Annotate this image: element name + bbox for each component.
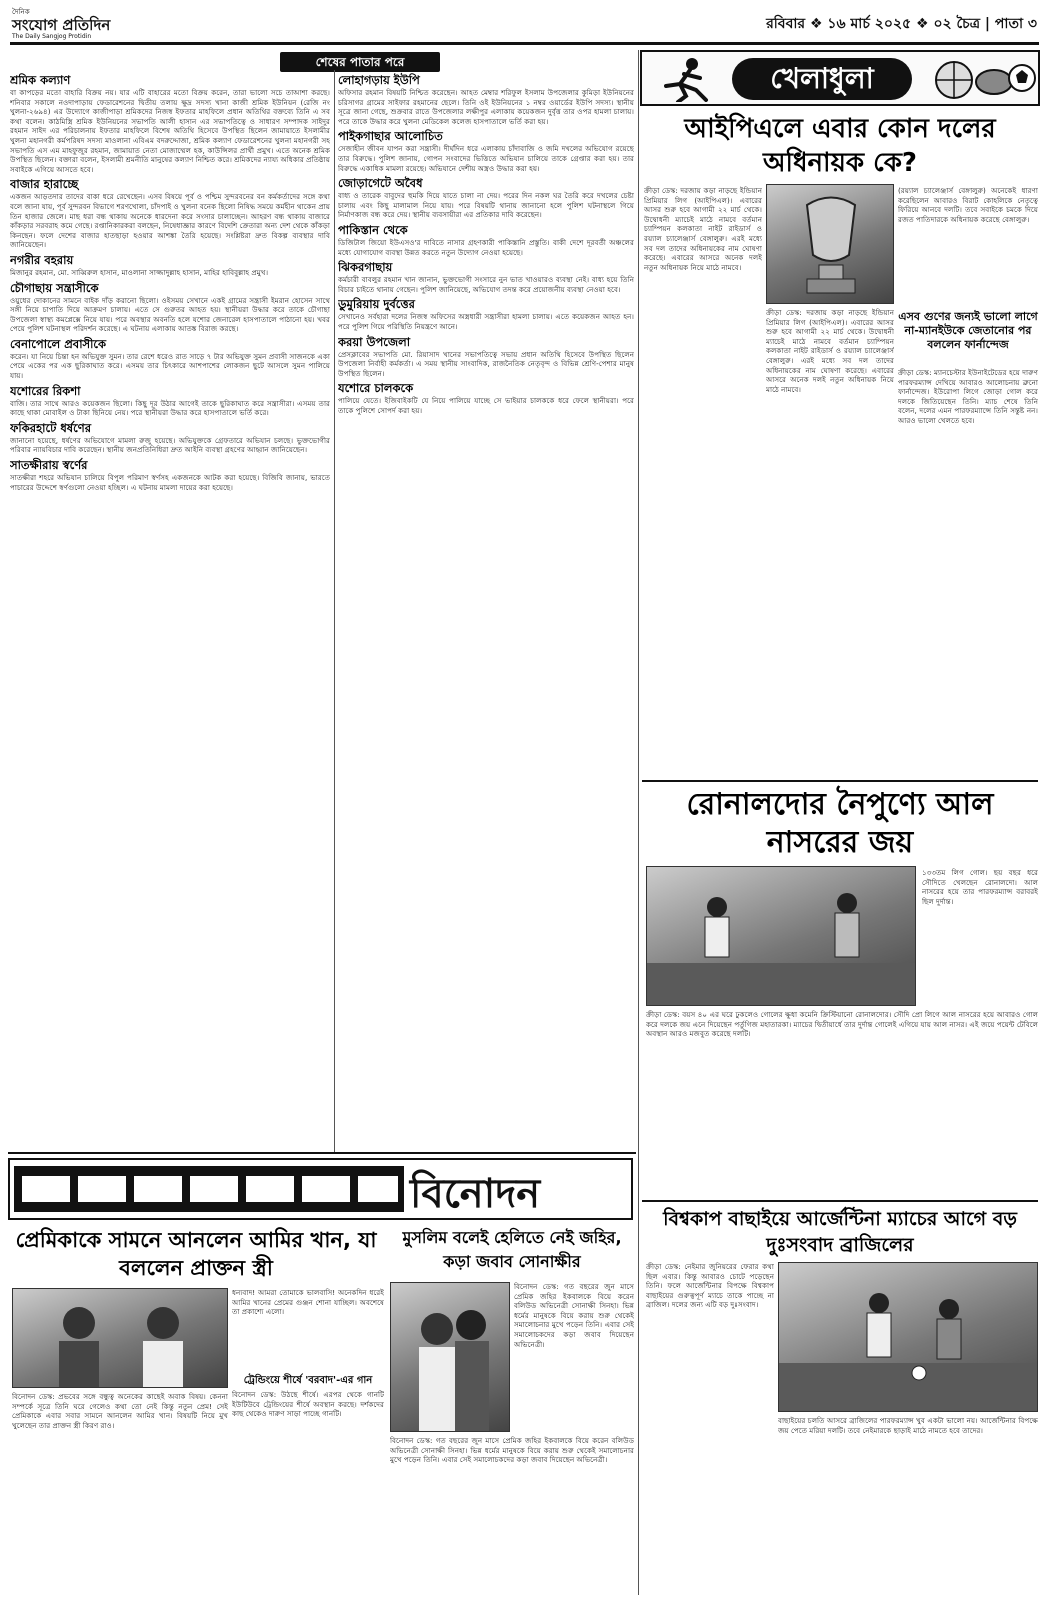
ronaldo-text [646,1010,1038,1196]
article-body: কর্মচারী বাবলুর রহমান খান জানান, ভুক্তভোগী সংসারে নুন ভাত খাওয়ারও ব্যবস্থা নেই। বাধ্য হয়ে তিনি বিচার চাইতে থানায় গেছেন। পুলিশ জানিয়েছে, অভিযোগ তদন্ত করে প্রয়োজনীয় ব্যবস্থা নেওয়া হবে। [338,275,634,294]
sonakshi-text [514,1282,634,1432]
sports-rule-2 [642,1200,1038,1202]
fernandes-body: ক্রীড়া ডেস্ক: ম্যানচেস্টার ইউনাইটেডের হয়ে দারুণ পারফরম্যান্স দেখিয়ে আবারও আলোচনায় ব্রুনো ফার্নান্দেজ। ইউরোপা লিগে জোড়া গোল করে দলকে জিতিয়েছেন তিনি। ম্যাচ শেষে তিনি বলেন, দলের এমন পারফরম্যান্সে তিনি সন্তুষ্ট নন। আরও ভালো খেলতে হবে। [898,368,1038,425]
sports-banner [640,50,1040,106]
sports-balls-icon [932,56,1036,102]
dateline: রবিবার ❖ ১৬ মার্চ ২০২৫ ❖ ০২ চৈত্র | পাতা ৩ [766,16,1037,32]
article-body: বাধ্য ও তারেক বাবুদের হুমকি দিয়ে যাতে চালা না দেয়। পরের দিন নকল ঘর তৈরি করে দখলের চেষ্টা চালায় এবং কিছু মালামাল নিয়ে যায়। পরে বিষয়টি থানায় জানানো হলে পুলিশ ঘটনাস্থলে গিয়ে নির্মাণকাজ বন্ধ করে দেয়। স্থানীয় ব্যবসায়ীরা এর প্রতিকার দাবি করেছেন। [338,191,634,220]
article-heading: শ্রমিক কল্যাণ [10,73,71,87]
article-body: বা কাপড়ের মতো বাহারি বিক্রয় নয়। যার এটি বাহারের মতো বিক্রয় করেন, তারা ভালো সচে তাআশা করছে। শনিবার সকালে নওদাপাড়ায় ফেডারেশনের দ্বিতীয় তলায় ক্ষুদ্র সদস্য খানা কাজী শ্রমিক ইউনিয়ন (রেজি নং খুলনা-২৬৯৪) এর উদ্যোগে কাজীপাড়া শ্রমিকদের নিজস্ব ইফতার মাহফিলে প্রধান অতিথির বক্তব্যে তিনি এ সব কথা বলেন। কাঠমিস্ত্রি শ্রমিক ইউনিয়নের সভাপতি আলী হাসান এর সভাপতিত্বে ও সাধারণ সম্পাদক সাইদুর রহমান সাইদ এর পরিচালনায় ইফতার মাহফিলে বিশেষ অতিথি হিসেবে উপস্থিত ছিলেন জামায়াতে ইসলামীর খুলনা মহানগরী কর্মপরিষদ সদস্য মাওলানা এবিএম বদরুদ্দোজা, শ্রমিক কল্যাণ ফেডারেশনের খুলনা মহানগরী সহ সভাপতি এস এম মাহফুজুর রহমান, জামায়াত নেতা মোজাম্মেল হক, কাউন্সিলর প্রার্থী প্রমুখ। এতে অনেক শ্রমিক উপস্থিত ছিলেন। বক্তারা বলেন, ইসলামী শ্রমনীতি মানুষের কল্যাণ নিশ্চিত করে। শ্রমিকদের ন্যায্য অধিকার প্রতিষ্ঠায় সবাইকে এগিয়ে আসতে হবে। [10,88,330,174]
sports-rule [642,780,1038,782]
filmstrip-icon [14,1166,404,1212]
article-heading: পাকিস্তান থেকে [338,222,408,237]
sonakshi-body2: বিনোদন ডেস্ক: গত বছরের জুন মাসে প্রেমিক জহির ইকবালকে বিয়ে করেন বলিউড অভিনেত্রী সোনাক্ষী সিনহা। ভিন্ন ধর্মের মানুষকে বিয়ে করায় শুরু থেকেই সমালোচনার মুখে পড়েন তিনি। এবার সেই সমালোচকদের কড়া জবাব দিয়েছেন অভিনেত্রী। [390,1436,634,1465]
article-body: ডিজিটাল জিয়ো ইউএসও'র দাবিতে নাসার গ্রহণকারী পাকিস্তানি প্রস্তুতি। বাকী দেশে দূরবর্তী অঞ্চলের মধ্যে যোগাযোগ ব্যবস্থা উন্নত করতে নতুন উদ্যোগ নেওয়া হয়েছে। [338,237,634,257]
article-heading: নগরীর বহরায় [10,252,74,267]
brazil-body2: বাছাইয়ের চলতি আসরে ব্রাজিলের পারফরম্যান্স খুব একটা ভালো নয়। আর্জেন্টিনার বিপক্ষে জয় পেতে মরিয়া দলটি। তবে নেইমারকে ছাড়াই মাঠে নামতে হবে তাদের। [778,1416,1038,1435]
article-heading: লোহাগড়ায় ইউপি [338,73,420,87]
amir-headline: প্রেমিকাকে সামনে আনলেন আমির খান, যা বললেন প্রাক্তন স্ত্রী [15,1228,377,1280]
amir-body: বিনোদন ডেস্ক: প্রভবের সঙ্গে বন্ধুত্ব অনেকের কাছেই অবাক বিষয়। কেননা সম্পর্কে সূত্রে তিনি ঘরে গেলেও কথা তো নেই কিন্তু নতুন প্রেম! সেই প্রেমিকাকে এবার সবার সামনে আনলেন আমির খান। বিষয়টি নিয়ে মুখ খুলেছেন তার প্রাক্তন স্ত্রী কিরণ রাও। [12,1392,228,1430]
article-body: সেখানেও সর্বহারা দলের নিজস্ব অফিসের অস্ত্রধারী সন্ত্রাসীরা হামলা চালায়। এতে কয়েকজন আহত হন। পরে পুলিশ গিয়ে পরিস্থিতি নিয়ন্ত্রণে আনে। [338,312,634,331]
article-body: করেন। যা নিয়ে চিন্তা হন অভিযুক্ত সুমন। তার রেশে ধরেও রাত সাড়ে ৭ টার অভিযুক্ত সুমন প্রবাসী সাজনকে একা পেয়ে একের পর এক ছুরিকাঘাত করে। এসময় তার চিৎকারে আশপাশের লোকজন ছুটে আসলে সুমন পালিয়ে যায়। [10,351,330,381]
section-divider [638,50,639,1595]
couple-photo-icon [13,1289,228,1388]
article-heading: জোড়াগেটে অবৈধ [338,176,423,191]
article-heading: পাইকগাছার আলোচিত [338,129,443,144]
article-heading: চৌগাছায় সন্ত্রাসীকে [10,280,99,295]
sonakshi-photo [390,1282,510,1432]
entertainment-title: বিনোদন [410,1171,541,1217]
article-body: মিজানুর রহমান, মো. সাব্বিরুল হাসান, মাওলানা সাজ্জাদুল্লাহ হাসান, মাহির হাবিবুল্লাহ প্রমুখ। [10,267,269,277]
mid-news-column [338,70,634,1150]
column-divider [334,70,335,1152]
article-heading: বাজার হারাচ্ছে [10,177,79,192]
ipl-trophy-photo [766,184,894,304]
article-heading: করয়া উপজেলা [338,334,411,349]
article-heading: বেনাপোলে প্রবাসীকে [10,336,107,351]
article-body: জানানো হয়েছে, ধর্ষণের অভিযোগে মামলা রুজু হয়েছে। অভিযুক্তকে গ্রেফতারে অভিযান চলছে। ভুক্তভোগীর পরিবার ন্যায়বিচার দাবি করেছেন। স্থানীয় জনপ্রতিনিধিরা দ্রুত আইনি ব্যবস্থা গ্রহণের আহ্বান জানিয়েছেন। [10,435,330,455]
ronaldo-body: ক্রীড়া ডেস্ক: বয়স ৪০ এর ঘরে ঢুকলেও গোলের ক্ষুধা কমেনি ক্রিস্টিয়ানো রোনালদোর। সৌদি প্রো লিগে আল নাসরের হয়ে আবারও গোল করে দলকে জয় এনে দিয়েছেন পর্তুগিজ মহাতারকা। ম্যাচের দ্বিতীয়ার্ধে তার দুর্দান্ত গোলেই এগিয়ে যায় আল নাসর। এই জয়ে পয়েন্ট টেবিলে অবস্থান আরও মজবুত করেছে দলটি। [646,1010,1038,1039]
article-heading: ঝিকরগাছায় [338,260,393,275]
masthead-name: সংযোগ প্রতিদিন [12,16,111,34]
brazil-photo [778,1262,1038,1412]
article-body: পালিয়ে যেতে। ইজিবাইকটি যে নিয়ে পালিয়ে যাচ্ছে সে ভাইয়ার চালককে ধরে ফেলে স্থানীয়রা। পরে তাকে পুলিশে সোপর্দ করা হয়। [338,396,634,415]
ipl-story-text-2 [898,186,1038,304]
article-heading: যশোরে চালককে [338,381,414,396]
trend-headline: ট্রেন্ডিংয়ে শীর্ষে 'বরবাদ'-এর গান [243,1375,373,1386]
article-heading: ডুমুরিয়ায় দুর্বত্তের [338,297,415,312]
ronaldo-headline: রোনালদোর নৈপুণ্যে আল নাসরের জয় [686,787,994,860]
ent-rule [8,1152,636,1154]
sonakshi-text-2 [390,1436,634,1592]
article-heading: যশোরের রিকশা [10,383,81,398]
ipl-story-text [644,186,762,598]
runner-icon [650,56,720,102]
article-body: একজন আড়তদার তাদের বাকা ধরে রেখেছেন। এসব বিষয়ে পূর্ব ও পশ্চিম সুন্দরবনের বন কর্মকর্তাদের সঙ্গে কথা বলে জানা যায়, পূর্ব সুন্দরবন বিভাগে শরণখোলা, চাঁদপাই ও খুলনা বনেক ছিলো নিষিদ্ধ সময়ে কর্মহীন থাকেন প্রায় তিন হাজার জেলে। মাছ ধরা বন্ধ থাকায় অনেকে ধারদেনা করে সংসার চালাচ্ছেন। আহরণ বন্ধ থাকায় বাজারে কাঁকড়ার সরবরাহ কমে গেছে। রপ্তানিকারকরা বলছেন, নিষেধাজ্ঞার কারণে বিদেশি ক্রেতারা অন্য দেশ থেকে কাঁকড়া কিনছেন। ফলে দেশের বাজার হাতছাড়া হওয়ার আশঙ্কা তৈরি হয়েছে। সংশ্লিষ্টরা দ্রুত বিকল্প ব্যবস্থার দাবি জানিয়েছেন। [10,192,330,250]
top-rule [10,42,1039,45]
ronaldo-text-2 [922,868,1038,1008]
amir-text [12,1392,228,1592]
trend-text [232,1390,384,1592]
article-body: ওয়ুধের দোকানের সামনে বাইক দাঁড় করানো ছিলো। ওইসময় সেখানে একই গ্রামের সন্ত্রাসী ইমরান হোসেন সাথে সঙ্গী নিয়ে চাপাতি দিয়ে আক্রমণ চালায়। এতে সে গুরুতর আহত হয়। স্থানীয়রা উদ্ধার করে তাকে চৌগাছা উপজেলা স্বাস্থ্য কমপ্লেক্সে নিয়ে যায়। পরে অবস্থার অবনতি হলে যশোর জেনারেল হাসপাতালে পাঠানো হয়। খবর পেয়ে পুলিশ ঘটনাস্থল পরিদর্শন করেছে। এ ঘটনায় এলাকায় আতঙ্ক বিরাজ করছে। [10,295,330,334]
entertainment-banner [8,1158,633,1220]
masthead-logo [12,6,122,40]
couple-photo-icon-2 [391,1283,510,1432]
ipl-text-cont: ক্রীড়া ডেস্ক: দরজায় কড়া নাড়ছে ইন্ডিয়ান প্রিমিয়ার লিগ (আইপিএল)। এবারের আসর শুরু হবে আগামী ২২ মার্চ থেকে। উদ্বোধনী ম্যাচেই মাঠে নামবে বর্তমান চ্যাম্পিয়ন কলকাতা নাইট রাইডার্স ও রয়্যাল চ্যালেঞ্জার্স বেঙ্গালুরু। এরই মধ্যে সব দল তাদের অধিনায়কের নাম ঘোষণা করেছে। এবারের আসরে অনেক দলই নতুন অধিনায়ক নিয়ে মাঠে নামবে। [766,308,894,394]
brazil-body: ক্রীড়া ডেস্ক: নেইমার জুনিয়রের ফেরার কথা ছিল এবার। কিন্তু আবারও চোটে পড়েছেন তিনি। ফলে আর্জেন্টিনার বিপক্ষে বিশ্বকাপ বাছাইয়ের গুরুত্বপূর্ণ ম্যাচে তাকে পাচ্ছে না ব্রাজিল। দলের জন্য এটি বড় দুঃসংবাদ। [646,1262,774,1310]
ronaldo-body2: ১৩৩তম লিগ গোল। ছয় বছর ধরে সৌদিতে খেলছেন রোনালদো। আল নাসরের হয়ে তার পারফরম্যান্স বরাবরই ছিল দুর্দান্ত। [922,868,1038,906]
brazil-text-2 [778,1416,1038,1592]
continued-banner: শেষের পাতার পরে [280,52,440,72]
trend-body: বিনোদন ডেস্ক: উঠছে শীর্ষে। এরপর থেকে গানটি ইউটিউবে ট্রেন্ডিংয়ের শীর্ষে অবস্থান করছে। দর্শকদের কাছ থেকেও দারুণ সাড়া পাচ্ছে গানটি। [232,1390,384,1419]
amir-photo [12,1288,228,1388]
sonakshi-headline: মুসলিম বলেই হেলিতে নেই জহির, কড়া জবাব সোনাক্ষীর [402,1228,622,1271]
football-match-icon [779,1263,1038,1412]
fernandes-headline: এসব গুণের জন্যই ভালো লাগে না-ম্যানইউকে জেতানোর পর বললেন ফার্নান্দেজ [898,310,1038,351]
amir-text-2 [232,1288,384,1372]
football-players-icon [647,867,916,1006]
sonakshi-body: বিনোদন ডেস্ক: গত বছরের জুন মাসে প্রেমিক জহির ইকবালকে বিয়ে করেন বলিউড অভিনেত্রী সোনাক্ষী সিনহা। ভিন্ন ধর্মের মানুষকে বিয়ে করায় শুরু থেকেই সমালোচনার মুখে পড়েন তিনি। এবার সেই সমালোচকদের কড়া জবাব দিয়েছেন অভিনেত্রী। [514,1282,634,1349]
masthead-line1: দৈনিক [12,8,30,16]
article-body: অফিসার রহমান বিষয়টি নিশ্চিত করেছেন। আহত মেম্বার শরিফুল ইসলাম উপজেলার কুমিড়া ইউনিয়নের চরিসাগর গ্রামের সাইফার রহমানের ছেলে। তিনি ওই ইউনিয়নের ১ নম্বর ওয়ার্ডের ইউপি সদস্য। স্থানীয় সূত্রে জানা গেছে, শুক্রবার রাতে উপজেলার লক্ষীপুর এলাকায় কয়েকজন দুর্বৃত্ত তার ওপর হামলা চালায়। পরে তাকে উদ্ধার করে খুলনা মেডিকেল কলেজ হাসপাতালে ভর্তি করা হয়। [338,88,634,126]
sports-title: খেলাধুলা [732,58,912,100]
ronaldo-photo [646,866,916,1006]
fernandes-text [898,368,1038,780]
article-body: বাজি। তার সাথে আরও কয়েকজন ছিলো। কিছু দূর উঠার আগেই তাকে ছুরিকাঘাত করে সন্ত্রাসীরা। এসময় তার কাছে থাকা মোবাইল ও টাকা ছিনিয়ে নেয়। পরে স্থানীয়রা উদ্ধার করে হাসপাতালে ভর্তি করে। [10,398,330,418]
article-heading: ফকিরহাটে ধর্ষণের [10,420,92,435]
article-body: প্রেসক্লাবের সভাপতি মো. রিয়াসাদ খানের সভাপতিত্বে সভায় প্রধান অতিথি হিসেবে উপস্থিত ছিলেন উপজেলা নির্বাহী কর্মকর্তা। এ সময় স্থানীয় সাংবাদিক, রাজনৈতিক নেতৃবৃন্দ ও বিভিন্ন শ্রেণি-পেশার মানুষ উপস্থিত ছিলেন। [338,349,634,378]
masthead-sub: The Daily Sangjog Protidin [12,33,92,40]
ipl-headline: আইপিএলে এবার কোন দলের অধিনায়ক কে? [684,114,996,178]
ipl-story-continue [766,308,894,778]
left-news-column [10,70,330,1150]
ipl-text2: (রয়্যাল চ্যালেঞ্জার্স বেঙ্গালুরু) অনেকেই ধারণা করেছিলেন আবারও বিরাট কোহলিকে নেতৃত্বে ফিরিয়ে আনবে দলটি। তবে সবাইকে চমকে দিয়ে রজত পাতিদারকে অধিনায়ক করেছে বেঙ্গালুরু। [898,186,1038,224]
article-heading: সাতক্ষীরায় স্বর্ণের [10,458,88,473]
article-body: সাতক্ষীরা শহরে অভিযান চালিয়ে বিপুল পরিমাণ স্বর্ণসহ একজনকে আটক করা হয়েছে। বিজিবি জানায়, ভারতে পাচারের উদ্দেশে স্বর্ণগুলো নেওয়া হচ্ছিল। এ ঘটনায় মামলা দায়ের করা হয়েছে। [10,473,330,492]
article-body: সেজাহীন জীবন যাপন করা সন্ত্রাসী। দীর্ঘদিন ধরে এলাকায় চাঁদাবাজি ও জমি দখলের অভিযোগ রয়েছে তার বিরুদ্ধে। পুলিশ জানায়, গোপন সংবাদের ভিত্তিতে অভিযান চালিয়ে তাকে গ্রেপ্তার করা হয়। তার বিরুদ্ধে একাধিক মামলা রয়েছে। অভিযানে দেশীয় অস্ত্রও উদ্ধার করা হয়। [338,144,634,173]
brazil-text [646,1262,774,1592]
brazil-headline: বিশ্বকাপ বাছাইয়ে আর্জেন্টিনা ম্যাচের আগে বড় দুঃসংবাদ ব্রাজিলের [663,1208,1017,1256]
trophy-icon [767,185,894,304]
ipl-text: ক্রীড়া ডেস্ক: দরজায় কড়া নাড়ছে ইন্ডিয়ান প্রিমিয়ার লিগ (আইপিএল)। এবারের আসর শুরু হবে আগামী ২২ মার্চ থেকে। উদ্বোধনী ম্যাচেই মাঠে নামবে বর্তমান চ্যাম্পিয়ন কলকাতা নাইট রাইডার্স ও রয়্যাল চ্যালেঞ্জার্স বেঙ্গালুরু। এরই মধ্যে সব দল তাদের অধিনায়কের নাম ঘোষণা করেছে। এবারের আসরে অনেক দলই নতুন অধিনায়ক নিয়ে মাঠে নামবে। [644,186,762,272]
amir-body2: ধন্যবাদ! আমরা তোমাকে ভালবাসি! অনেকদিন ধরেই আমির খানের প্রেমের গুঞ্জন শোনা যাচ্ছিল। অবশেষে তা প্রকাশ্যে এলো। [232,1288,384,1317]
